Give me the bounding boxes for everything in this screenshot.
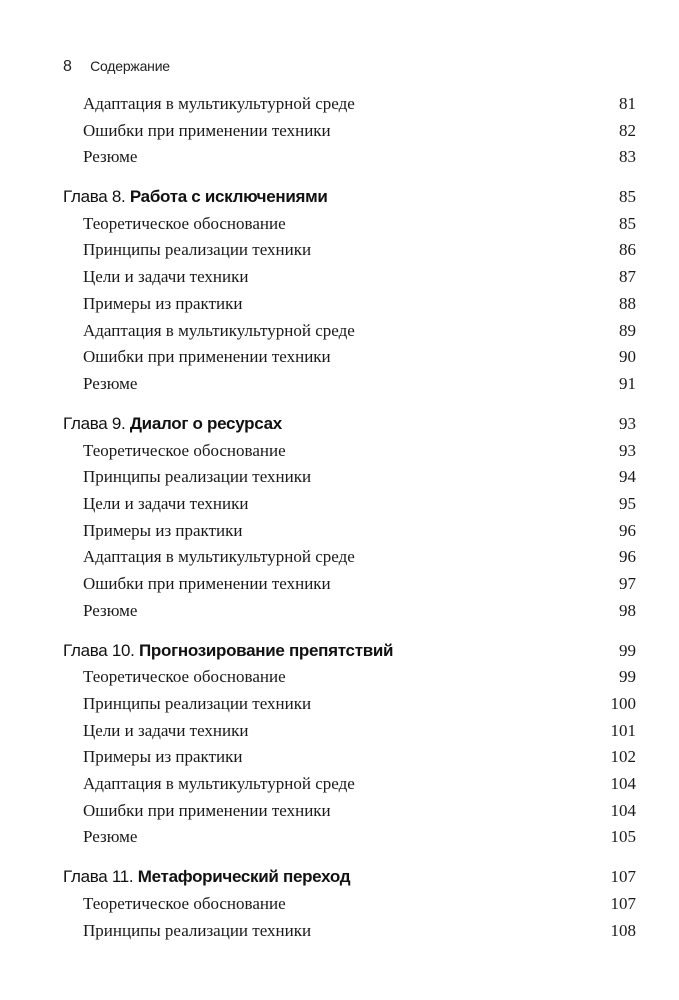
toc-section-entry: [0, 267, 679, 293]
section-title: Примеры из практики: [83, 747, 243, 766]
section-title: Цели и задачи техники: [83, 721, 249, 740]
toc-section-entry: [0, 147, 679, 173]
section-title: Принципы реализации техники: [83, 694, 312, 713]
toc-chapter-entry: [0, 414, 679, 440]
toc-section-entry: [0, 894, 679, 920]
toc-page-number: 101: [610, 721, 636, 740]
toc-page-number: 81: [619, 94, 636, 113]
toc-section-entry: [0, 94, 679, 120]
section-title: Резюме: [83, 374, 138, 393]
chapter-title: [63, 187, 328, 207]
toc-page-number: 94: [619, 467, 636, 486]
toc-page-number: 107: [610, 894, 636, 913]
toc-section-entry: [0, 294, 679, 320]
toc-page-number: 83: [619, 147, 636, 166]
toc-page-number: 104: [610, 774, 636, 793]
toc-page-number: 105: [610, 827, 636, 846]
toc-chapter-entry: [0, 187, 679, 213]
toc-page-number: 99: [619, 667, 636, 686]
section-title: Ошибки при применении техники: [83, 121, 331, 140]
chapter-label: Глава 10.: [63, 641, 139, 660]
toc-page-number: 87: [619, 267, 636, 286]
toc-section-entry: [0, 921, 679, 947]
toc-page-number: 88: [619, 294, 636, 313]
page-number: 8: [63, 58, 72, 75]
section-title: Принципы реализации техники: [83, 240, 312, 259]
chapter-label: Глава 11.: [63, 867, 138, 886]
chapter-name: Диалог о ресурсах: [129, 414, 282, 433]
toc-section-entry: [0, 801, 679, 827]
section-title: Резюме: [83, 147, 138, 166]
chapter-name: Прогнозирование препятствий: [139, 641, 394, 660]
chapter-name: Работа с исключениями: [129, 187, 328, 206]
toc-page-number: 97: [619, 574, 636, 593]
chapter-name: Метафорический переход: [137, 867, 351, 886]
chapter-title: [63, 641, 393, 661]
section-title: Ошибки при применении техники: [83, 347, 331, 366]
toc-section-entry: [0, 121, 679, 147]
section-title: Примеры из практики: [83, 294, 243, 313]
toc-section-entry: [0, 547, 679, 573]
section-title: Теоретическое обоснование: [83, 214, 286, 233]
section-title: Цели и задачи техники: [83, 494, 249, 513]
toc-page-number: 96: [619, 547, 636, 566]
toc-page-number: 99: [619, 641, 636, 660]
toc-page-number: 89: [619, 321, 636, 340]
section-title: Теоретическое обоснование: [83, 894, 286, 913]
toc-section-entry: [0, 494, 679, 520]
toc-page-number: 91: [619, 374, 636, 393]
toc-section-entry: [0, 694, 679, 720]
toc-page-number: 90: [619, 347, 636, 366]
running-head: [63, 58, 170, 76]
section-title: Адаптация в мультикультурной среде: [83, 547, 355, 566]
section-title: Адаптация в мультикультурной среде: [83, 321, 355, 340]
section-title: Цели и задачи техники: [83, 267, 249, 286]
toc-section-entry: [0, 467, 679, 493]
toc-section-entry: [0, 521, 679, 547]
chapter-label: Глава 8.: [63, 187, 130, 206]
toc-page-number: 108: [610, 921, 636, 940]
toc-page-number: 85: [619, 214, 636, 233]
toc-section-entry: [0, 240, 679, 266]
toc-page-number: 85: [619, 187, 636, 206]
toc-section-entry: [0, 721, 679, 747]
toc-section-entry: [0, 374, 679, 400]
section-title: Содержание: [90, 58, 170, 74]
chapter-label: Глава 9.: [63, 414, 130, 433]
toc-page-number: 86: [619, 240, 636, 259]
toc-section-entry: [0, 214, 679, 240]
section-title: Теоретическое обоснование: [83, 667, 286, 686]
section-title: Ошибки при применении техники: [83, 801, 331, 820]
toc-section-entry: [0, 574, 679, 600]
section-title: Резюме: [83, 601, 138, 620]
section-title: Теоретическое обоснование: [83, 441, 286, 460]
toc-chapter-entry: [0, 641, 679, 667]
toc-page-number: 95: [619, 494, 636, 513]
toc-page-number: 102: [610, 747, 636, 766]
section-title: Адаптация в мультикультурной среде: [83, 774, 355, 793]
chapter-title: [63, 867, 350, 887]
toc-page-number: 96: [619, 521, 636, 540]
chapter-title: [63, 414, 282, 434]
section-title: Примеры из практики: [83, 521, 243, 540]
toc-page-number: 82: [619, 121, 636, 140]
section-title: Принципы реализации техники: [83, 921, 312, 940]
toc-page-number: 93: [619, 441, 636, 460]
toc-section-entry: [0, 347, 679, 373]
toc-page-number: 93: [619, 414, 636, 433]
section-title: Ошибки при применении техники: [83, 574, 331, 593]
toc-page-number: 98: [619, 601, 636, 620]
toc-section-entry: [0, 321, 679, 347]
toc-page-number: 104: [610, 801, 636, 820]
section-title: Принципы реализации техники: [83, 467, 312, 486]
toc-section-entry: [0, 667, 679, 693]
toc-section-entry: [0, 774, 679, 800]
toc-section-entry: [0, 441, 679, 467]
toc-page-number: 107: [610, 867, 636, 886]
toc-section-entry: [0, 827, 679, 853]
toc-section-entry: [0, 601, 679, 627]
toc-chapter-entry: [0, 867, 679, 893]
section-title: Адаптация в мультикультурной среде: [83, 94, 355, 113]
toc-section-entry: [0, 747, 679, 773]
toc-page-number: 100: [610, 694, 636, 713]
section-title: Резюме: [83, 827, 138, 846]
